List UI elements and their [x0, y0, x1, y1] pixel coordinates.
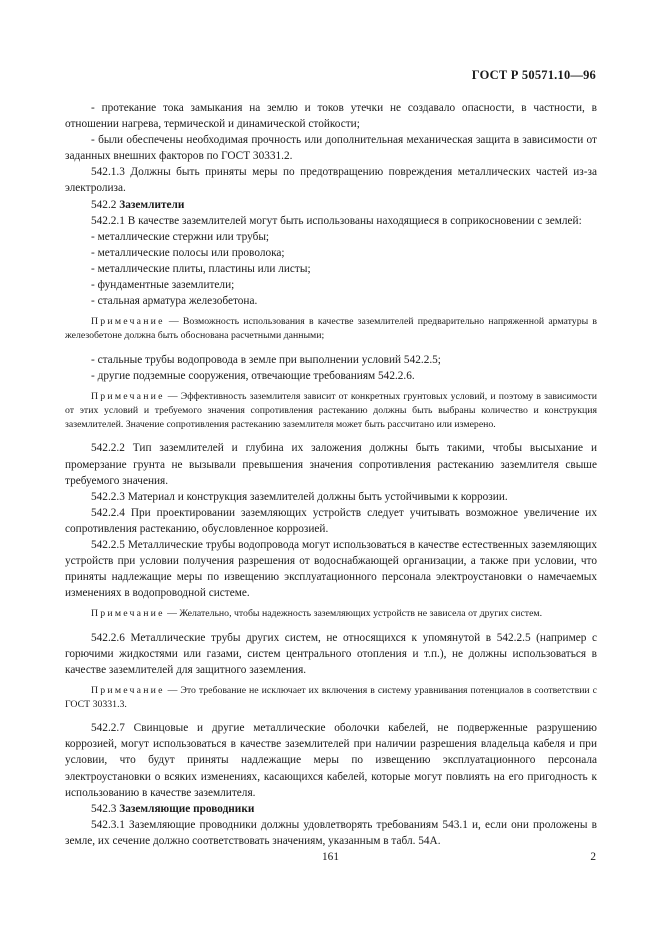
page-number: 161	[322, 851, 339, 863]
paragraph: 542.2.2 Тип заземлителей и глубина их заложения должны быть такими, чтобы высыхание и промерзание грунта не вызывали превышения значения сопротивления растеканию заземлителя свыше требуемого значения.	[65, 442, 597, 487]
list-item: - другие подземные сооружения, отвечающие требованиям 542.2.6.	[91, 369, 415, 382]
list-item: - металлические плиты, пластины или листы;	[91, 262, 311, 275]
section-title: Заземлители	[119, 198, 185, 211]
list-item: - металлические стержни или трубы;	[91, 230, 270, 243]
note-text: — Эффективность заземлителя зависит от конкретных грунтовых условий, и поэтому в зависимости от этих условий и требуемого значения сопротивления растеканию должны быть выбраны количество и конструкция заземлителей. Значение сопротивления растеканию заземлителя может быть рассчитано или измерено.	[65, 390, 597, 431]
paragraph: 542.2.3 Материал и конструкция заземлителей должны быть устойчивыми к коррозии.	[91, 490, 508, 503]
note	[65, 607, 597, 621]
note-text: — Это требование не исключает их включения в систему уравнивания потенциалов в соответствии с ГОСТ 30331.3.	[65, 684, 597, 711]
note-text: — Желательно, чтобы надежность заземляющих устройств не зависела от других систем.	[164, 608, 543, 620]
paragraph: - протекание тока замыкания на землю и токов утечки не создавало опасности, в частности, в отношении нагрева, термической и динамической стойкости;	[65, 102, 597, 131]
note-label: Примечание	[91, 608, 165, 620]
document-id: ГОСТ Р 50571.10—96	[471, 68, 596, 82]
note	[65, 315, 597, 343]
sheet-number: 2	[590, 851, 596, 863]
list-item: - фундаментные заземлители;	[91, 279, 235, 292]
list-item: - стальные трубы водопровода в земле при выполнении условий 542.2.5;	[91, 353, 441, 366]
paragraph: 542.2.7 Свинцовые и другие металлические оболочки кабелей, не подверженные разрушению коррозией, могут использоваться в качестве заземлителей при наличии разрешения владельца кабеля и при условии, что будут приняты надлежащие меры по извещению эксплуатационного персонала электроустановки о всяких изменениях, касающихся кабелей, которые могут повлиять на его пригодность к использованию в качестве заземлителя.	[65, 722, 597, 799]
paragraph: 542.2.4 При проектировании заземляющих устройств следует учитывать возможное увеличение их сопротивления растеканию, обусловленное коррозией.	[65, 506, 597, 535]
note	[65, 390, 597, 433]
note-label: Примечание	[91, 316, 165, 328]
page-body	[65, 100, 597, 849]
list-item: - стальная арматура железобетона.	[91, 295, 258, 308]
section-number: 542.2	[91, 198, 120, 211]
section-heading	[65, 801, 597, 817]
section-number: 542.3	[91, 802, 120, 815]
paragraph: 542.2.1 В качестве заземлителей могут быть использованы находящиеся в соприкосновении с землей:	[91, 214, 582, 227]
section-heading	[65, 197, 597, 213]
section-title: Заземляющие проводники	[119, 802, 255, 815]
paragraph: 542.2.5 Металлические трубы водопровода могут использоваться в качестве естественных заземляющих устройств при условии получения разрешения от водоснабжающей организации, а также при условии, что приняты надлежащие меры по извещению эксплуатационного персонала электроустановки о намечаемых изменениях в водопроводной системе.	[65, 538, 597, 600]
paragraph: - были обеспечены необходимая прочность или дополнительная механическая защита в зависимости от заданных внешних факторов по ГОСТ 30331.2.	[65, 134, 597, 163]
list-item: - металлические полосы или проволока;	[91, 246, 285, 259]
note-text: — Возможность использования в качестве заземлителей предварительно напряженной арматуры в железобетоне должна быть обоснована расчетными данными;	[65, 316, 597, 342]
note-label: Примечание	[91, 390, 165, 402]
paragraph: 542.3.1 Заземляющие проводники должны удовлетворять требованиям 543.1 и, если они проложены в земле, их сечение должно соответствовать значениям, указанным в табл. 54А.	[65, 818, 597, 847]
paragraph: 542.2.6 Металлические трубы других систем, не относящихся к упомянутой в 542.2.5 (например с горючими жидкостями или газами, систем центрального отопления и т.п.), не должны использоваться в качестве заземлителей для защитного заземления.	[65, 631, 597, 676]
note-label: Примечание	[91, 684, 165, 696]
note	[65, 684, 597, 712]
paragraph: 542.1.3 Должны быть приняты меры по предотвращению повреждения металлических частей из-за электролиза.	[65, 166, 597, 195]
